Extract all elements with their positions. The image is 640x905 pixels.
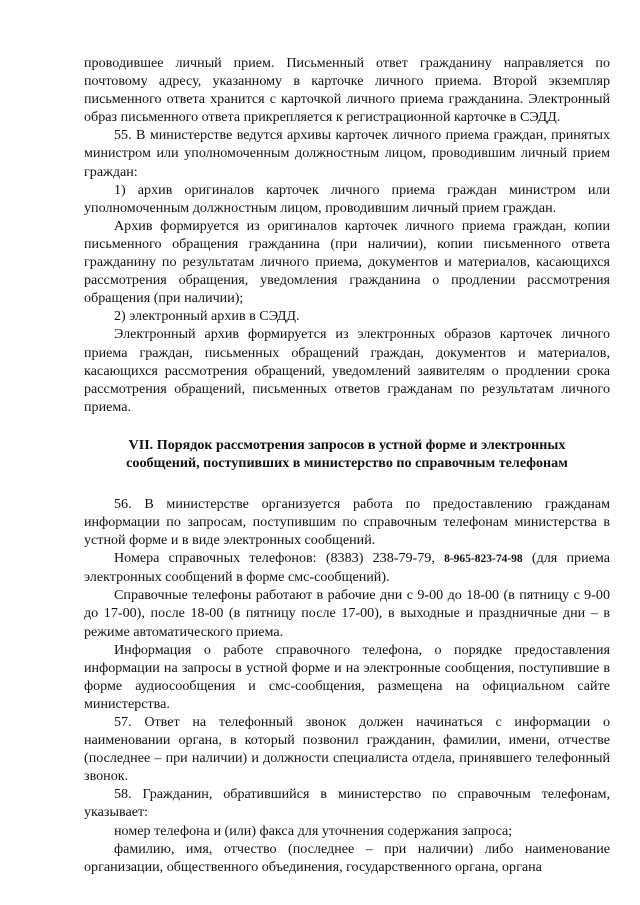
paragraph-phone-numbers <box>84 549 610 586</box>
paragraph-58-item-name: фамилию, имя, отчество (последнее – при наличии) либо наименование организации, общественного объединения, государственного органа, органа <box>84 840 610 875</box>
phone-numbers-suffix: (для приема электронных сообщений в форме смс-сообщений). <box>84 550 610 586</box>
paragraph-hotline-info: Информация о работе справочного телефона, о порядке предоставления информации на запросы в устной форме и на электронные сообщения, поступившие в форме аудиосообщения и смс-сообщения, размещена на официальном сайте министерства. <box>84 641 610 712</box>
paragraph-55: 55. В министерстве ведутся архивы карточек личного приема граждан, принятых министром или уполномоченным должностным лицом, проводившим личный прием граждан: <box>84 127 610 180</box>
paragraph-54-continuation: проводившее личный прием. Письменный ответ гражданину направляется по почтовому адресу, указанному в карточке личного приема. Второй экземпляр письменного ответа хранится с карточкой личного приема гражданина. Электронный образ письменного ответа прикрепляется к регистрационной карточке в СЭДД. <box>84 55 610 126</box>
paragraph-working-hours: Справочные телефоны работают в рабочие дни с 9-00 до 18-00 (в пятницу с 9-00 до 17-00), после 18-00 (в пятницу после 17-00), в выходные и праздничные дни – в режиме автоматического приема. <box>84 587 610 640</box>
paragraph-55-item-1-description: Архив формируется из оригиналов карточек личного приема граждан, копии письменного обращения гражданина (при наличии), копии письменного ответа гражданину по результатам личного приема, документов и материалов, касающихся рассмотрения обращения, уведомления гражданина о продлении рассмотрения обращения (при наличии); <box>84 217 610 307</box>
paragraph-55-item-1: 1) архив оригиналов карточек личного приема граждан министром или уполномоченным должностным лицом, проводившим личный прием граждан. <box>84 181 610 216</box>
paragraph-55-item-2-description: Электронный архив формируется из электронных образов карточек личного приема граждан, письменных обращений граждан, документов и материалов, касающихся рассмотрения обращений, уведомлений заявителям о продлении срока рассмотрения обращений, письменных ответов гражданам по результатам личного приема. <box>84 326 610 415</box>
section-heading-line-2: сообщений, поступивших в министерство по справочным телефонам <box>126 455 568 472</box>
section-heading <box>84 436 610 473</box>
paragraph-57: 57. Ответ на телефонный звонок должен начинаться с информации о наименовании органа, в который позвонил гражданин, фамилии, имени, отчестве (последнее – при наличии) и должности специалиста отдела, принявшего телефонный звонок. <box>84 714 610 785</box>
section-heading-line-1: VII. Порядок рассмотрения запросов в устной форме и электронных <box>128 436 566 453</box>
paragraph-58: 58. Гражданин, обратившийся в министерство по справочным телефонам, указывает: <box>84 786 610 821</box>
sms-phone-number: 8-965-823-74-98 <box>444 553 523 566</box>
paragraph-55-item-2: 2) электронный архив в СЭДД. <box>114 308 300 325</box>
phone-numbers-prefix: Номера справочных телефонов: (8383) 238-79-79, <box>114 550 445 567</box>
paragraph-56: 56. В министерстве организуется работа по предоставлению гражданам информации по запросам, поступившим по справочным телефонам министерства в устной форме и в виде электронных сообщений. <box>84 495 610 549</box>
paragraph-58-item-phone: номер телефона и (или) факса для уточнения содержания запроса; <box>114 822 513 839</box>
